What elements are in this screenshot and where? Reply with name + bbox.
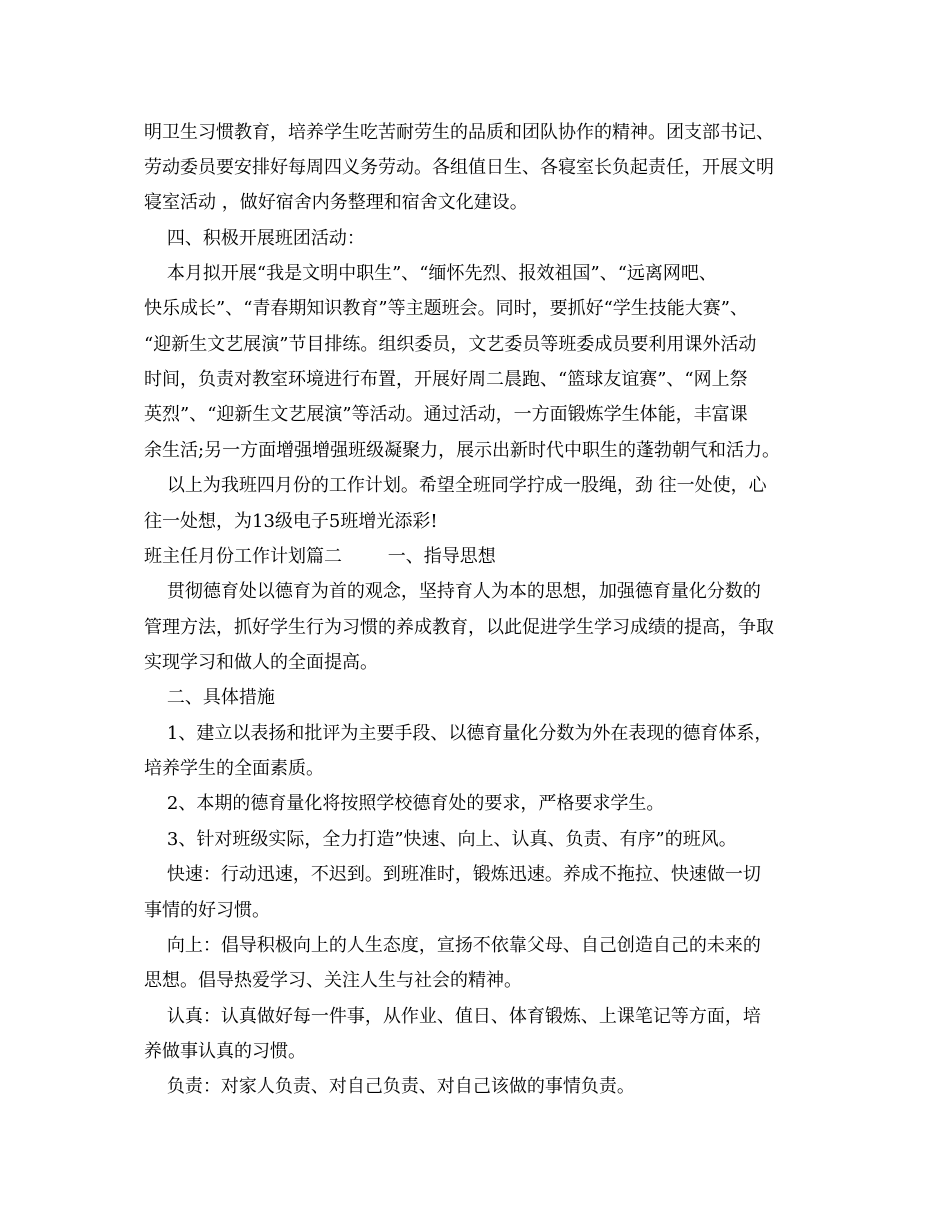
text-line: 向上：倡导积极向上的人生态度，宣扬不依靠父母、自己创造自己的未来的 (144, 935, 761, 956)
text-line: 快速：行动迅速，不迟到。到班准时，锻炼迅速。养成不拖拉、快速做一切 (144, 864, 761, 885)
text-line: 劳动委员要安排好每周四义务劳动。各组值日生、各寝室长负起责任，开展文明 (144, 157, 774, 178)
text-line: 事情的好习惯。 (144, 900, 270, 921)
text-line: 1、建立以表扬和批评为主要手段、以德育量化分数为外在表现的德育体系， (144, 723, 773, 744)
text-line: 以上为我班四月份的工作计划。希望全班同学拧成一股绳，劲 往一处使，心 (144, 475, 767, 496)
text-line: 快乐成长”、“青春期知识教育”等主题班会。同时，要抓好“学生技能大赛”、 (144, 298, 749, 319)
text-line: 管理方法，抓好学生行为习惯的养成教育，以此促进学生学习成绩的提高，争取 (144, 617, 774, 638)
text-line: 时间，负责对教室环境进行布置，开展好周二晨跑、“篮球友谊赛”、“网上祭 (144, 369, 748, 390)
text-line: 培养学生的全面素质。 (144, 758, 324, 779)
text-line: 往一处想，为13级电子5班增光添彩! (144, 511, 438, 532)
text-line: “迎新生文艺展演”节目排练。组织委员，文艺委员等班委成员要利用课外活动 (144, 334, 757, 355)
section-title: 班主任月份工作计划篇二 一、指导思想 (144, 546, 496, 567)
text-line: 养做事认真的习惯。 (144, 1041, 306, 1062)
text-line: 实现学习和做人的全面提高。 (144, 652, 378, 673)
text-line: 寝室活动 ，做好宿舍内务整理和宿舍文化建设。 (144, 192, 528, 213)
text-line: 思想。倡导热爱学习、关注人生与社会的精神。 (144, 970, 522, 991)
text-line: 3、针对班级实际，全力打造”快速、向上、认真、负责、有序”的班风。 (144, 829, 737, 850)
text-line: 本月拟开展“我是文明中职生”、“缅怀先烈、报效祖国”、“远离网吧、 (144, 263, 717, 284)
section-heading: 四、积极开展班团活动： (144, 228, 365, 249)
text-line: 英烈”、“迎新生文艺展演”等活动。通过活动，一方面锻炼学生体能，丰富课 (144, 404, 748, 425)
text-line: 认真：认真做好每一件事，从作业、值日、体育锻炼、上课笔记等方面，培 (144, 1006, 761, 1027)
text-line: 2、本期的德育量化将按照学校德育处的要求，严格要求学生。 (144, 793, 665, 814)
text-line: 明卫生习惯教育，培养学生吃苦耐劳生的品质和团队协作的精神。团支部书记、 (144, 122, 774, 143)
section-heading: 二、具体措施 (144, 687, 275, 708)
text-line: 余生活;另一方面增强增强班级凝聚力，展示出新时代中职生的蓬勃朝气和活力。 (144, 440, 781, 461)
text-line: 负责：对家人负责、对自己负责、对自己该做的事情负责。 (144, 1076, 635, 1097)
text-line: 贯彻德育处以德育为首的观念，坚持育人为本的思想，加强德育量化分数的 (144, 581, 761, 602)
